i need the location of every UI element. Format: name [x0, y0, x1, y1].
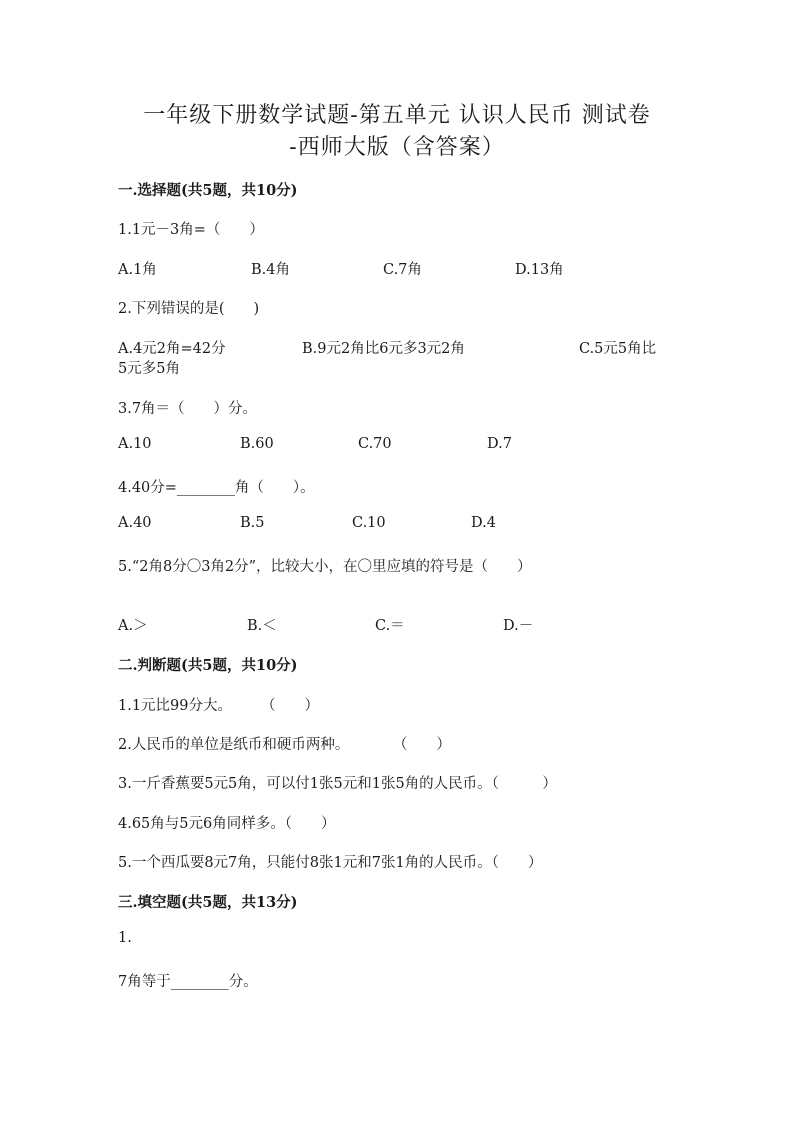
answer-option: B.9元2角比6元多3元2角: [302, 341, 465, 357]
question-text: 4.65角与5元6角同样多。（ ）: [118, 816, 336, 832]
answer-option: D.13角: [515, 262, 564, 278]
question-text: 5.“2角8分〇3角2分”，比较大小，在〇里应填的符号是（ ）: [118, 559, 532, 575]
answer-option: B.＜: [247, 618, 277, 634]
answer-option: D.4: [471, 515, 496, 531]
document-title-line-2: -西师大版（含答案）: [289, 135, 505, 160]
question-text: 2.下列错误的是( ): [118, 301, 260, 317]
answer-option: C.＝: [375, 618, 405, 634]
answer-option: D.－: [503, 618, 534, 634]
answer-option: A.＞: [118, 618, 148, 634]
question-text: 2.人民币的单位是纸币和硬币两种。 （ ）: [118, 737, 451, 753]
answer-option: A.40: [118, 515, 152, 531]
question-text: 3.一斤香蕉要5元5角，可以付1张5元和1张5角的人民币。（ ）: [118, 776, 557, 792]
section-heading-choice: 一.选择题(共5题，共10分): [118, 182, 298, 199]
answer-option: C.70: [358, 436, 392, 452]
question-text: 1.1元比99分大。 （ ）: [118, 698, 320, 714]
question-number: 1.: [118, 930, 132, 946]
answer-option: C.7角: [383, 262, 422, 278]
answer-option: A.4元2角=42分: [118, 341, 226, 357]
answer-option: B.5: [240, 515, 265, 531]
answer-option: C.5元5角比: [579, 341, 657, 357]
question-text: 3.7角＝（ ）分。: [118, 401, 258, 417]
answer-option: B.4角: [251, 262, 290, 278]
section-heading-true-false: 二.判断题(共5题，共10分): [118, 657, 298, 674]
answer-option: B.60: [240, 436, 274, 452]
answer-option-continued: 5元多5角: [118, 361, 180, 377]
section-heading-fill-blank: 三.填空题(共5题，共13分): [118, 894, 298, 911]
answer-option: D.7: [487, 436, 512, 452]
question-text: 4.40分=________角（ ）。: [118, 480, 315, 496]
question-text: 7角等于________分。: [118, 974, 258, 990]
answer-option: A.10: [118, 436, 152, 452]
answer-option: A.1角: [118, 262, 157, 278]
question-text: 1.1元－3角=（ ）: [118, 222, 264, 238]
document-title-line-1: 一年级下册数学试题-第五单元 认识人民币 测试卷: [143, 103, 651, 128]
question-text: 5.一个西瓜要8元7角，只能付8张1元和7张1角的人民币。（ ）: [118, 855, 543, 871]
answer-option: C.10: [352, 515, 386, 531]
